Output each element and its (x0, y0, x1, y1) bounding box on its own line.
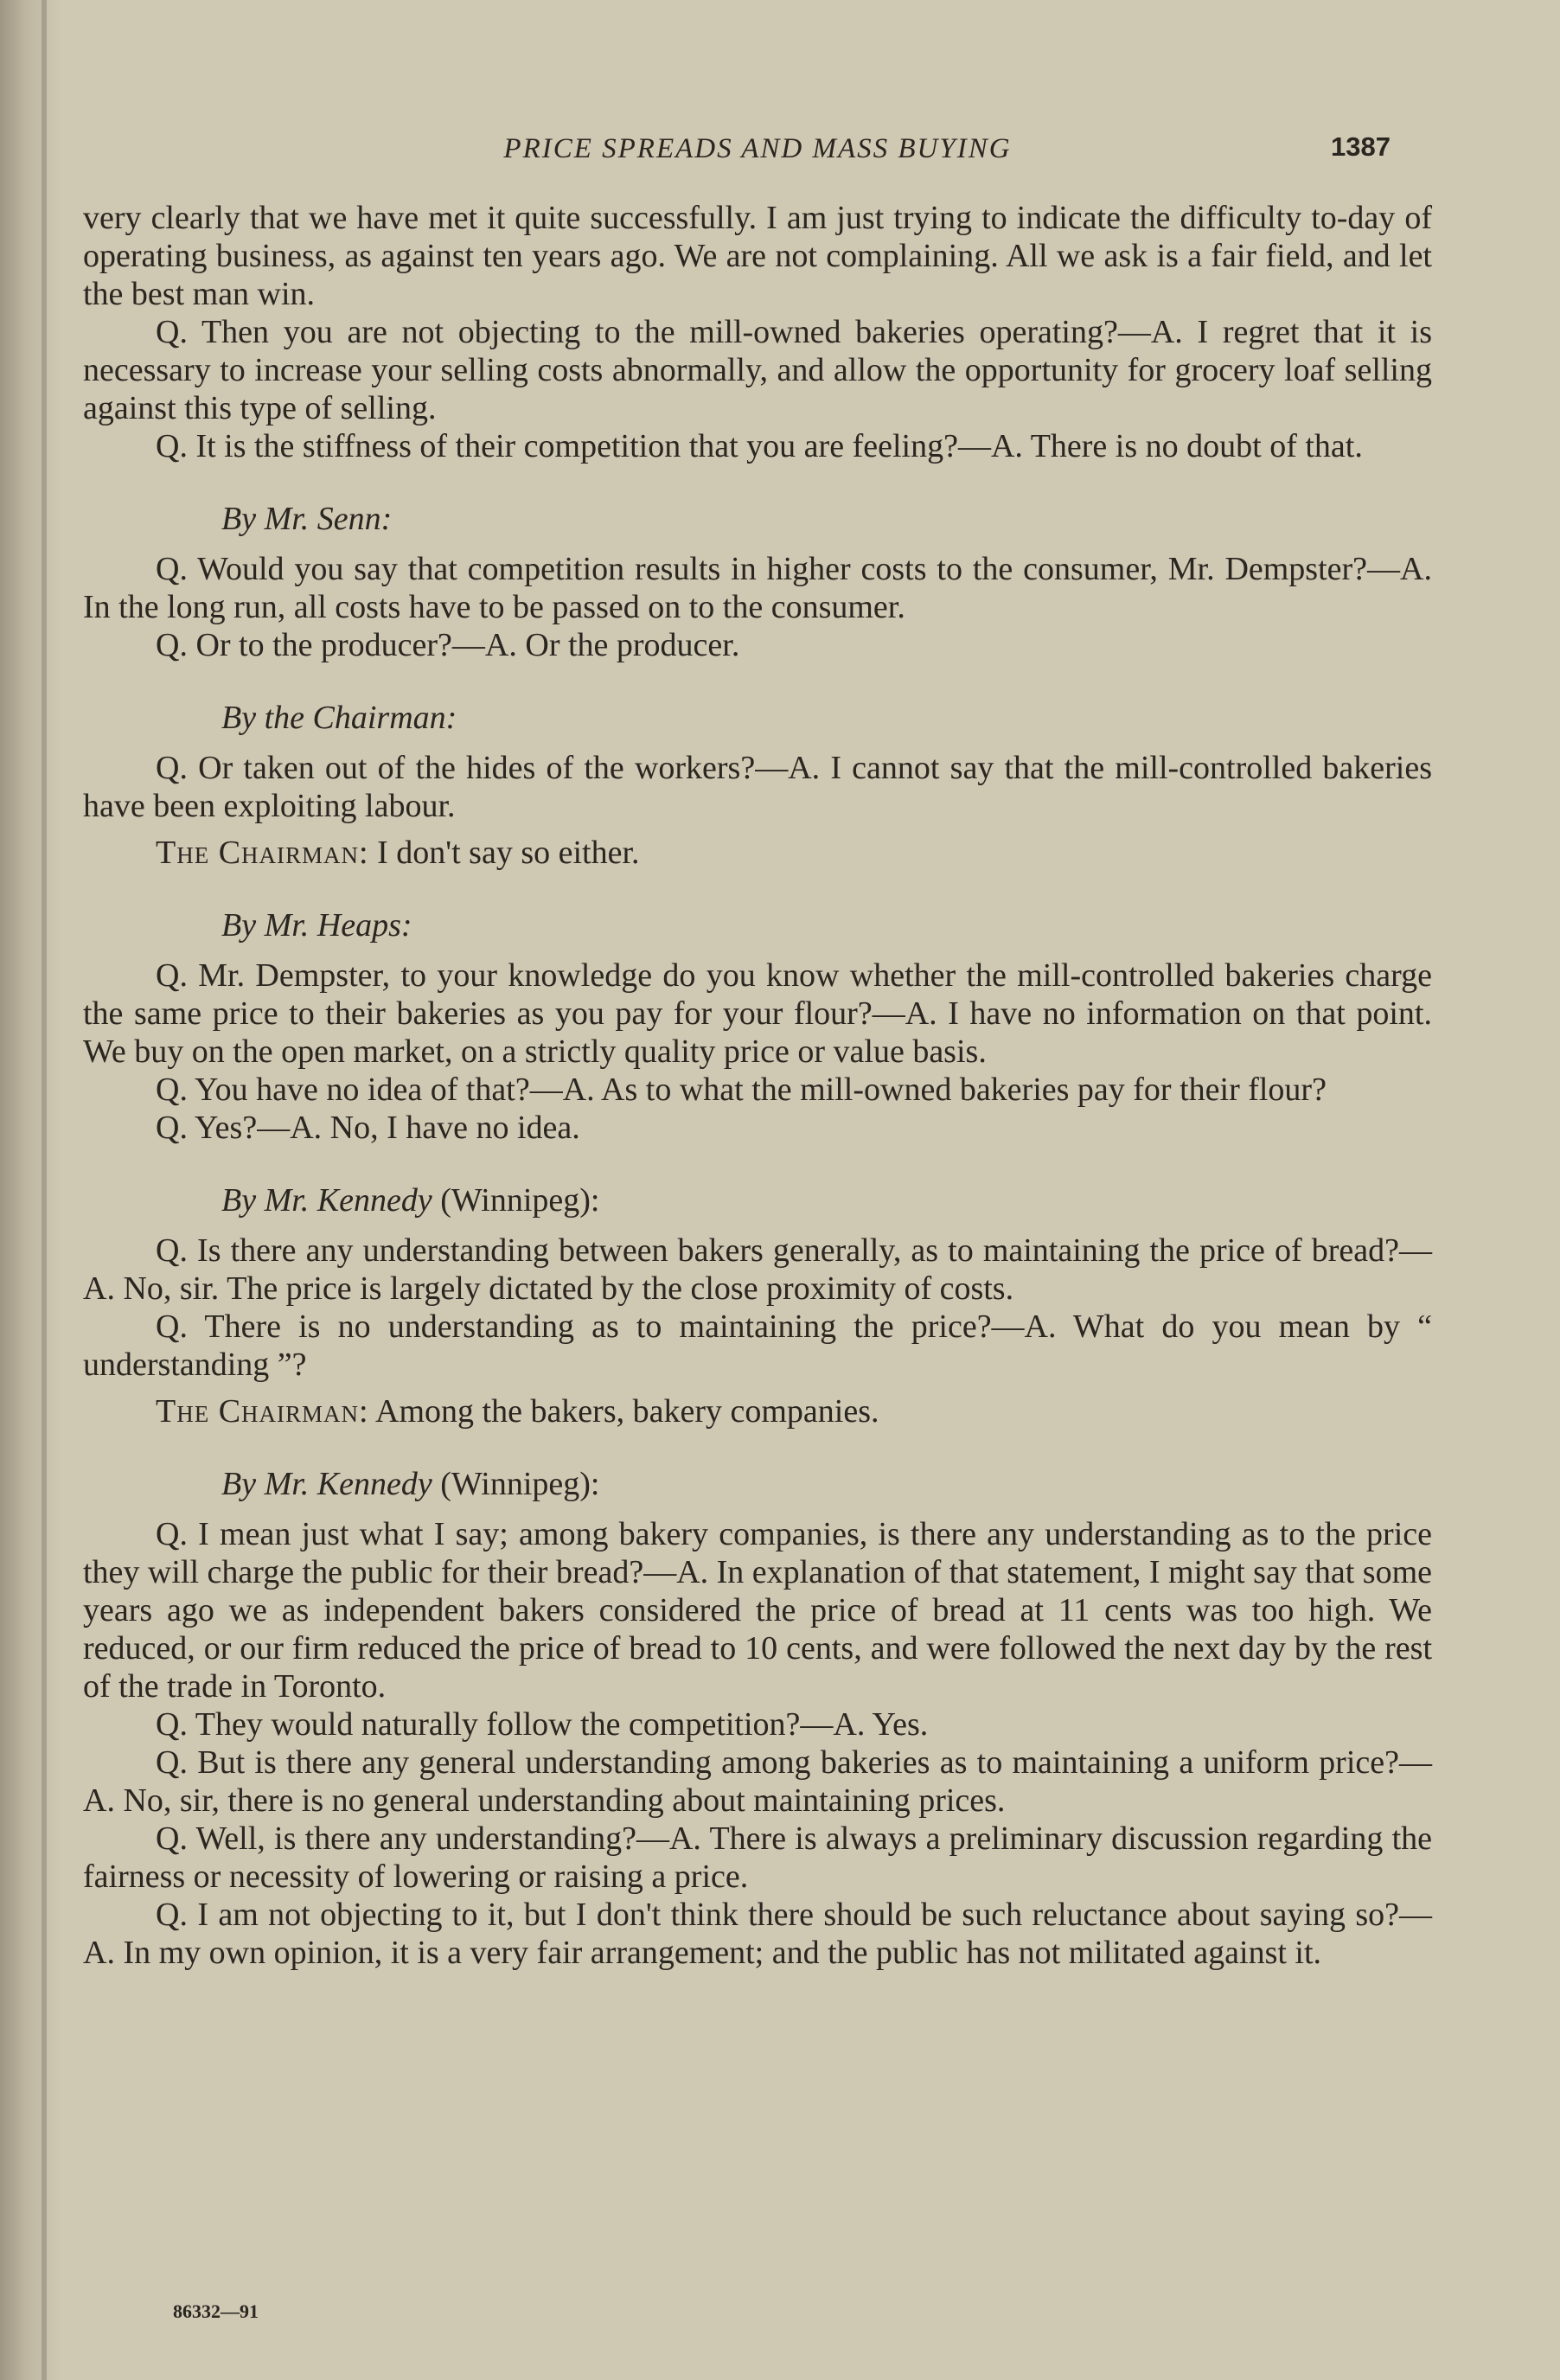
paragraph: Q. Is there any understanding between bakers generally, as to maintaining the price of bread?—A. No, sir. The price is largely dictated by the close proximity of costs. (83, 1232, 1432, 1307)
paragraph: Q. Or taken out of the hides of the workers?—A. I cannot say that the mill-controlled bakeries have been exploiting labour. (83, 750, 1432, 824)
document-page (83, 130, 1432, 1972)
remark-text: Among the bakers, bakery companies. (375, 1393, 879, 1430)
paragraph: Q. But is there any general understanding among bakeries as to maintaining a uniform price?—A. No, sir, there is no general understanding about maintaining prices. (83, 1744, 1432, 1819)
paragraph: very clearly that we have met it quite successfully. I am just trying to indicate the difficulty to-day of operating business, as against ten years ago. We are not complaining. All we ask is a fair field, and let the best man win. (83, 200, 1432, 312)
paragraph: Q. They would naturally follow the competition?—A. Yes. (156, 1706, 929, 1743)
remark-text: I don't say so either. (377, 835, 640, 871)
chairman-remark (156, 834, 1432, 872)
speaker-name: The Chairman: (156, 835, 369, 871)
chairman-remark (156, 1392, 1432, 1430)
paragraph: Q. I mean just what I say; among bakery companies, is there any understanding as to the price they will charge the public for their bread?—A. In explanation of that statement, I might say that some years ago we as independent bakers considered the price of bread at 11 cents was too high. We reduced, or our firm reduced the price of bread to 10 cents, and were followed the next day by the rest of the trade in Toronto. (83, 1516, 1433, 1705)
paragraph: Q. I am not objecting to it, but I don't think there should be such reluctance about saying so?—A. In my own opinion, it is a very fair arrangement; and the public has not militated against it. (83, 1897, 1432, 1971)
speaker-heading: By the Chairman: (221, 700, 457, 736)
paragraph: Q. Then you are not objecting to the mill-owned bakeries operating?—A. I regret that it is necessary to increase your selling costs abnormally, and allow the opportunity for grocery loaf selling against this type of selling. (83, 314, 1432, 426)
book-gutter-shadow (0, 0, 61, 2380)
running-title: PRICE SPREADS AND MASS BUYING (503, 133, 1012, 164)
page-number: 1387 (1331, 131, 1391, 162)
paragraph: Q. Yes?—A. No, I have no idea. (156, 1110, 580, 1146)
speaker-place: (Winnipeg): (440, 1182, 600, 1219)
speaker-heading (221, 1181, 1432, 1219)
speaker-heading: By Mr. Senn: (221, 501, 393, 537)
paragraph: Q. You have no idea of that?—A. As to what the mill-owned bakeries pay for their flour? (156, 1072, 1327, 1108)
speaker-name: The Chairman: (156, 1393, 369, 1430)
speaker-place: (Winnipeg): (440, 1466, 600, 1502)
printer-code: 86332—91 (173, 2300, 259, 2322)
paragraph: Q. Well, is there any understanding?—A. There is always a preliminary discussion regarding the fairness or necessity of lowering or raising a price. (83, 1820, 1432, 1895)
binding-edge (42, 0, 47, 2380)
speaker-name: By Mr. Kennedy (221, 1182, 432, 1219)
running-header (83, 130, 1432, 199)
speaker-heading (221, 1465, 1432, 1503)
paragraph: Q. Mr. Dempster, to your knowledge do you know whether the mill-controlled bakeries charge the same price to their bakeries as you pay for your flour?—A. I have no information on that point. We buy on the open market, on a strictly quality price or value basis. (83, 957, 1432, 1070)
paragraph: Q. Or to the producer?—A. Or the producer. (156, 627, 740, 663)
paragraph: Q. It is the stiffness of their competition that you are feeling?—A. There is no doubt of that. (156, 428, 1363, 464)
speaker-heading: By Mr. Heaps: (221, 907, 412, 944)
paragraph: Q. There is no understanding as to maintaining the price?—A. What do you mean by “ understanding ”? (83, 1308, 1432, 1383)
paragraph: Q. Would you say that competition results in higher costs to the consumer, Mr. Dempster?—A. In the long run, all costs have to be passed on to the consumer. (83, 551, 1432, 625)
speaker-name: By Mr. Kennedy (221, 1466, 432, 1502)
